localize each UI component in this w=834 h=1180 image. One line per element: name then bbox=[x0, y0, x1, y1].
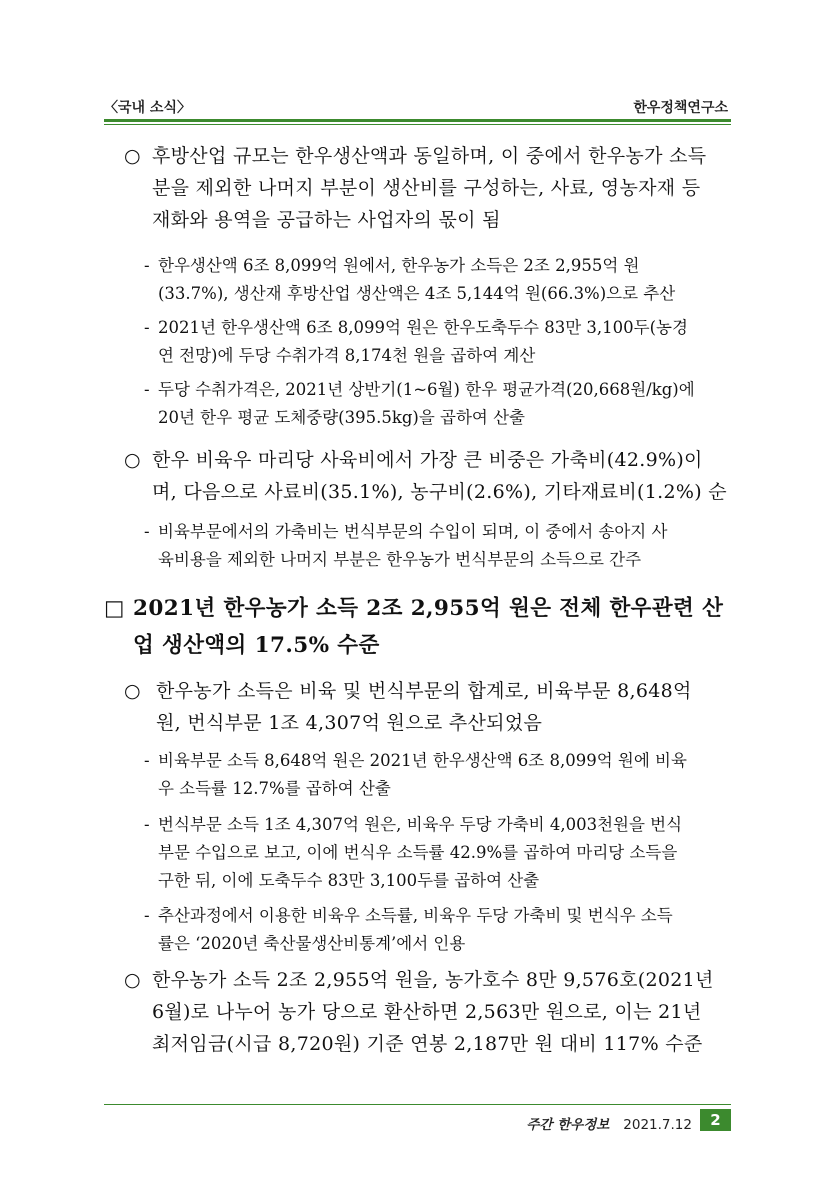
paragraph-line: 분을 제외한 나머지 부분이 생산비를 구성하는, 사료, 영농자재 등 bbox=[152, 177, 701, 199]
dash-bullet: - bbox=[144, 318, 150, 337]
circle-bullet: ○ bbox=[124, 145, 141, 167]
paragraph-line: 최저임금(시급 8,720원) 기준 연봉 2,187만 원 대비 117% 수준 bbox=[152, 1033, 703, 1055]
paragraph-line: 우 소득률 12.7%를 곱하여 산출 bbox=[158, 779, 391, 798]
circle-paragraph-3 bbox=[156, 675, 692, 739]
paragraph-line: 구한 뒤, 이에 도축두수 83만 3,100두를 곱하여 산출 bbox=[158, 871, 540, 890]
paragraph-line: 2021년 한우생산액 6조 8,099억 원은 한우도축두수 83만 3,100두(농경 bbox=[158, 318, 688, 337]
dash-paragraph-3 bbox=[158, 376, 695, 432]
dash-bullet: - bbox=[144, 256, 150, 275]
paragraph-line: 원, 번식부문 1조 4,307억 원으로 추산되었음 bbox=[156, 712, 543, 734]
circle-bullet: ○ bbox=[124, 969, 141, 991]
paragraph-line: 번식부문 소득 1조 4,307억 원은, 비육우 두당 가축비 4,003천원을 번식 bbox=[158, 815, 683, 834]
organization-name: 한우정책연구소 bbox=[633, 100, 728, 116]
dash-paragraph-5 bbox=[158, 747, 687, 803]
dash-paragraph-7 bbox=[158, 902, 673, 958]
square-bullet: □ bbox=[104, 596, 125, 621]
header-rule-thick bbox=[104, 119, 731, 122]
paragraph-line: 6월)로 나누어 농가 당으로 환산하면 2,563만 원으로, 이는 21년 bbox=[152, 1001, 702, 1023]
paragraph-line: 추산과정에서 이용한 비육우 소득률, 비육우 두당 가축비 및 번식우 소득 bbox=[158, 906, 673, 925]
paragraph-line: 며, 다음으로 사료비(35.1%), 농구비(2.6%), 기타재료비(1.2%) 순 bbox=[152, 481, 727, 503]
dash-paragraph-2 bbox=[158, 314, 688, 370]
circle-paragraph-2 bbox=[152, 444, 727, 508]
paragraph-line: 한우생산액 6조 8,099억 원에서, 한우농가 소득은 2조 2,955억 원 bbox=[158, 256, 640, 275]
circle-bullet: ○ bbox=[124, 680, 141, 702]
paragraph-line: 한우농가 소득은 비육 및 번식부문의 합계로, 비육부문 8,648억 bbox=[156, 680, 692, 702]
section-heading bbox=[133, 590, 723, 664]
paragraph-line: 후방산업 규모는 한우생산액과 동일하며, 이 중에서 한우농가 소득 bbox=[152, 145, 707, 167]
dash-bullet: - bbox=[144, 751, 150, 770]
publication-date: 2021.7.12 bbox=[623, 1117, 692, 1133]
paragraph-line: 비육부문에서의 가축비는 번식부문의 수입이 되며, 이 중에서 송아지 사 bbox=[158, 522, 668, 541]
footer-rule bbox=[104, 1104, 731, 1105]
dash-bullet: - bbox=[144, 522, 150, 541]
paragraph-line: 한우 비육우 마리당 사육비에서 가장 큰 비중은 가축비(42.9%)이 bbox=[152, 449, 703, 471]
dash-bullet: - bbox=[144, 906, 150, 925]
circle-paragraph-4 bbox=[152, 964, 714, 1060]
paragraph-line: 한우농가 소득 2조 2,955억 원을, 농가호수 8만 9,576호(2021년 bbox=[152, 969, 714, 991]
page-number: 2 bbox=[700, 1109, 731, 1131]
dash-bullet: - bbox=[144, 380, 150, 399]
paragraph-line: 재화와 용역을 공급하는 사업자의 몫이 됨 bbox=[152, 209, 501, 231]
heading-line: 2021년 한우농가 소득 2조 2,955억 원은 전체 한우관련 산 bbox=[133, 596, 724, 621]
dash-bullet: - bbox=[144, 815, 150, 834]
circle-bullet: ○ bbox=[124, 449, 141, 471]
paragraph-line: 연 전망)에 두당 수취가격 8,174천 원을 곱하여 계산 bbox=[158, 346, 536, 365]
paragraph-line: 부문 수입으로 보고, 이에 번식우 소득률 42.9%를 곱하여 마리당 소득을 bbox=[158, 843, 678, 862]
dash-paragraph-6 bbox=[158, 811, 682, 895]
paragraph-line: 육비용을 제외한 나머지 부분은 한우농가 번식부문의 소득으로 간주 bbox=[158, 550, 642, 569]
footer-info bbox=[526, 1113, 692, 1133]
dash-paragraph-1 bbox=[158, 252, 675, 308]
header-rule-thin bbox=[104, 124, 731, 125]
paragraph-line: (33.7%), 생산재 후방산업 생산액은 4조 5,144억 원(66.3%)으로 추산 bbox=[158, 284, 676, 303]
publication-title: 주간 한우정보 bbox=[526, 1117, 610, 1133]
paragraph-line: 률은 ‘2020년 축산물생산비통계’에서 인용 bbox=[158, 934, 466, 953]
paragraph-line: 비육부문 소득 8,648억 원은 2021년 한우생산액 6조 8,099억 원에 비육 bbox=[158, 751, 687, 770]
circle-paragraph-1 bbox=[152, 140, 706, 236]
paragraph-line: 20년 한우 평균 도체중량(395.5kg)을 곱하여 산출 bbox=[158, 408, 525, 427]
dash-paragraph-4 bbox=[158, 518, 667, 574]
section-label: 〈국내 소식〉 bbox=[104, 100, 191, 116]
heading-line: 업 생산액의 17.5% 수준 bbox=[133, 633, 380, 658]
paragraph-line: 두당 수취가격은, 2021년 상반기(1~6월) 한우 평균가격(20,668원/kg)에 bbox=[158, 380, 695, 399]
